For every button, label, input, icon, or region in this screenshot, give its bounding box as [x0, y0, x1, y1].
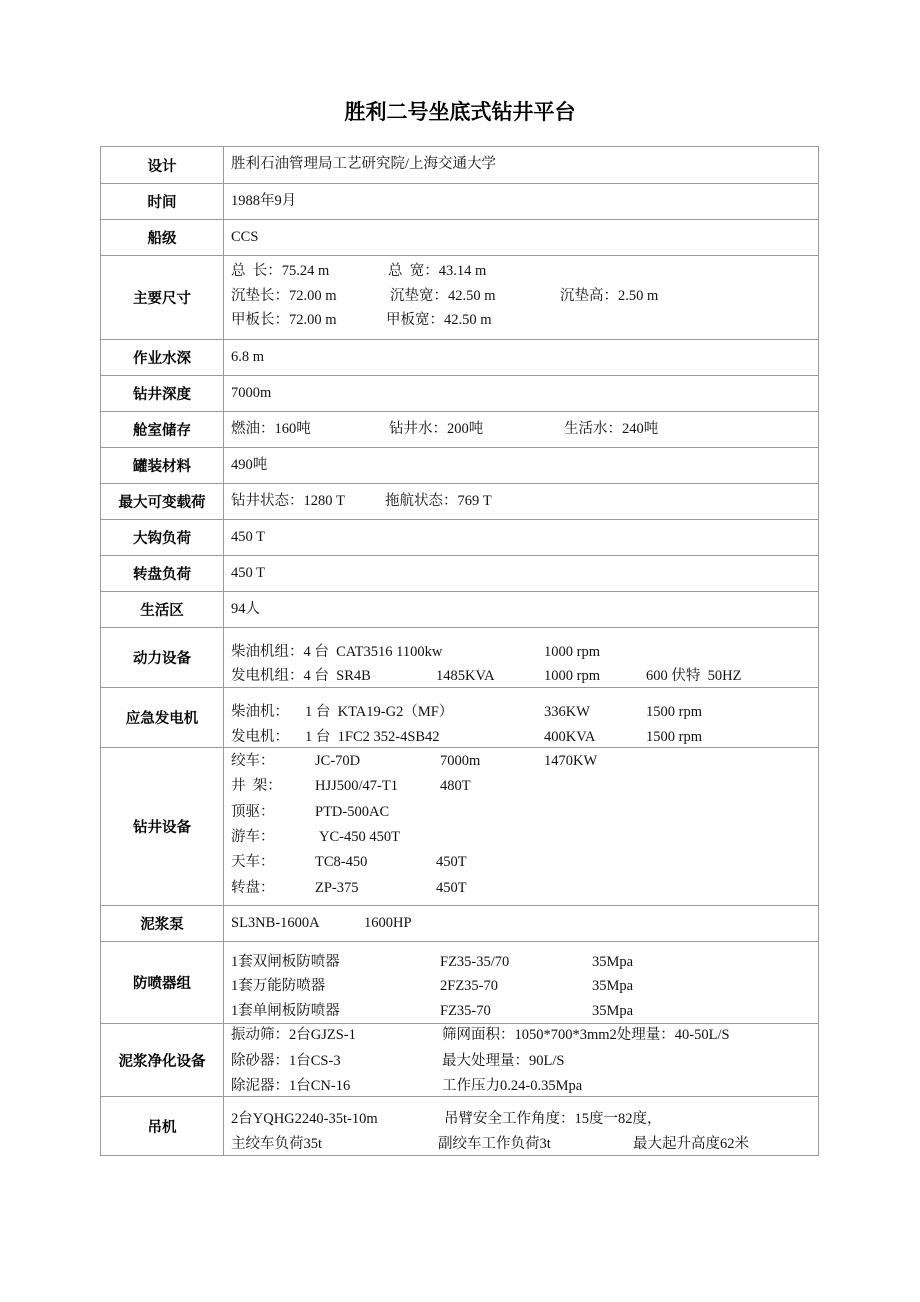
- row-value-text: 1 台 KTA19-G2（MF）: [305, 704, 454, 720]
- row-value-cell: [223, 519, 819, 556]
- row-value-text: 450 T: [231, 565, 265, 581]
- row-value-text: 490吨: [231, 457, 268, 473]
- row-value-text: 主绞车负荷35t: [231, 1136, 323, 1152]
- row-value-text: 顶驱：: [231, 804, 275, 820]
- row-value-text: 最大处理量：90L/S: [442, 1053, 565, 1069]
- row-value-text: 沉垫宽：42.50 m: [390, 288, 496, 304]
- row-value-text: 1套单闸板防喷器: [231, 1003, 340, 1019]
- row-value-text: 35Mpa: [592, 1003, 634, 1019]
- row-label: 罐装材料: [100, 447, 224, 484]
- row-value-text: 总 长：75.24 m: [231, 263, 330, 279]
- row-value-text: 转盘：: [231, 880, 275, 896]
- row-value-cell: [223, 339, 819, 376]
- row-value-text: 1500 rpm: [646, 729, 702, 745]
- row-value-text: 1000 rpm: [544, 668, 600, 684]
- row-value-cell: [223, 555, 819, 592]
- row-value-text: 沉垫长：72.00 m: [231, 288, 337, 304]
- row-value-text: 1485KVA: [436, 668, 495, 684]
- row-value-text: YC-450 450T: [319, 829, 400, 845]
- row-value-text: 336KW: [544, 704, 590, 720]
- row-value-text: 发电机组：4 台 SR4B: [231, 668, 371, 684]
- row-label: 大钩负荷: [100, 519, 224, 556]
- row-value-text: JC-70D: [315, 753, 361, 769]
- row-value-text: 除泥器：1台CN-16: [231, 1078, 351, 1094]
- row-value-text: 燃油：160吨: [231, 421, 311, 437]
- row-value-text: 1 台 1FC2 352-4SB42: [305, 729, 440, 745]
- row-value-text: 工作压力0.24-0.35Mpa: [442, 1078, 583, 1094]
- row-label: 主要尺寸: [100, 255, 224, 340]
- row-label: 转盘负荷: [100, 555, 224, 592]
- row-value-text: SL3NB-1600A: [231, 915, 320, 931]
- row-value-text: 钻井水：200吨: [389, 421, 484, 437]
- row-value-text: 1470KW: [544, 753, 598, 769]
- row-value-text: 400KVA: [544, 729, 596, 745]
- row-value-text: 1000 rpm: [544, 644, 600, 660]
- row-value-text: 除砂器：1台CS-3: [231, 1053, 341, 1069]
- row-value-text: 35Mpa: [592, 978, 634, 994]
- row-value-text: 94人: [231, 601, 260, 617]
- row-value-text: 钻井状态：1280 T: [231, 493, 345, 509]
- row-label: 吊机: [100, 1096, 224, 1156]
- row-value-text: 总 宽：43.14 m: [388, 263, 487, 279]
- row-value-cell: [223, 375, 819, 412]
- row-label: 舱室储存: [100, 411, 224, 448]
- row-value-cell: [223, 183, 819, 220]
- row-label: 泥浆泵: [100, 905, 224, 942]
- row-value-cell: [223, 591, 819, 628]
- row-value-text: ZP-375: [315, 880, 359, 896]
- row-value-text: 柴油机组：4 台 CAT3516 1100kw: [231, 644, 443, 660]
- row-value-text: FZ35-35/70: [440, 954, 510, 970]
- row-value-text: 甲板宽：42.50 m: [386, 312, 492, 328]
- row-value-text: 6.8 m: [231, 349, 265, 365]
- row-label: 时间: [100, 183, 224, 220]
- row-value-text: 吊臂安全工作角度：15度一82度，: [444, 1111, 662, 1127]
- row-value-text: 1套双闸板防喷器: [231, 954, 340, 970]
- row-label: 最大可变载荷: [100, 483, 224, 520]
- row-label: 防喷器组: [100, 941, 224, 1024]
- row-value-text: 井 架：: [231, 778, 282, 794]
- row-value-text: CCS: [231, 229, 259, 245]
- row-value-text: 拖航状态：769 T: [385, 493, 492, 509]
- row-value-text: 胜利石油管理局工艺研究院/上海交通大学: [231, 156, 497, 172]
- row-value-text: 1600HP: [364, 915, 412, 931]
- row-value-text: 天车：: [231, 854, 275, 870]
- row-value-cell: [223, 411, 819, 448]
- row-label: 钻井设备: [100, 747, 224, 906]
- row-label: 应急发电机: [100, 687, 224, 748]
- row-value-text: 600 伏特 50HZ: [646, 668, 742, 684]
- row-value-cell: [223, 219, 819, 256]
- row-value-text: FZ35-70: [440, 1003, 491, 1019]
- row-value-text: 480T: [440, 778, 471, 794]
- row-value-text: 生活水：240吨: [564, 421, 659, 437]
- row-value-text: 450T: [436, 854, 467, 870]
- row-value-cell: [223, 747, 819, 906]
- row-value-text: 35Mpa: [592, 954, 634, 970]
- row-value-text: TC8-450: [315, 854, 368, 870]
- row-value-text: 7000m: [231, 385, 272, 401]
- row-value-text: 绞车：: [231, 753, 275, 769]
- row-value-text: 柴油机：: [231, 704, 289, 720]
- row-value-text: 2台YQHG2240-35t-10m: [231, 1111, 378, 1127]
- row-value-text: 7000m: [440, 753, 481, 769]
- row-value-text: 1500 rpm: [646, 704, 702, 720]
- row-value-text: 游车：: [231, 829, 275, 845]
- row-value-text: 沉垫高：2.50 m: [560, 288, 659, 304]
- row-value-text: 筛网面积：1050*700*3mm2处理量：40-50L/S: [442, 1027, 730, 1043]
- row-label: 设计: [100, 146, 224, 184]
- row-value-text: 最大起升高度62米: [633, 1136, 749, 1152]
- row-value-text: 1套万能防喷器: [231, 978, 326, 994]
- row-label: 作业水深: [100, 339, 224, 376]
- row-value-text: 1988年9月: [231, 193, 297, 209]
- row-value-text: 2FZ35-70: [440, 978, 498, 994]
- row-value-text: 450T: [436, 880, 467, 896]
- row-value-text: 发电机：: [231, 729, 289, 745]
- row-value-text: 450 T: [231, 529, 265, 545]
- row-value-text: 振动筛：2台GJZS-1: [231, 1027, 356, 1043]
- row-value-text: HJJ500/47-T1: [315, 778, 398, 794]
- row-value-text: 甲板长：72.00 m: [231, 312, 337, 328]
- row-label: 船级: [100, 219, 224, 256]
- row-label: 钻井深度: [100, 375, 224, 412]
- row-value-text: 副绞车工作负荷3t: [438, 1136, 551, 1152]
- page-title: 胜利二号坐底式钻井平台: [344, 100, 576, 124]
- row-label: 动力设备: [100, 627, 224, 688]
- row-value-cell: [223, 447, 819, 484]
- row-label: 生活区: [100, 591, 224, 628]
- row-value-text: PTD-500AC: [315, 804, 390, 820]
- row-label: 泥浆净化设备: [100, 1023, 224, 1097]
